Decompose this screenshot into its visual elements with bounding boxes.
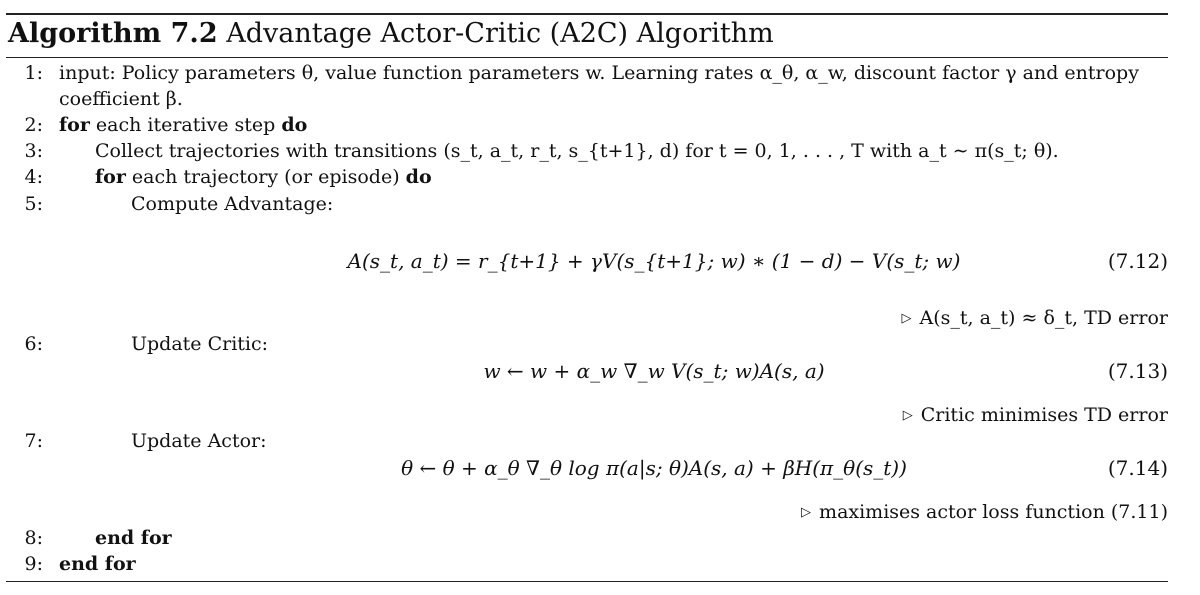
comment-triangle-icon: ▷ xyxy=(901,311,912,326)
comment-7-12 xyxy=(901,305,1168,331)
keyword: do xyxy=(281,114,308,136)
line-text: Compute Advantage: xyxy=(131,193,334,215)
equation-7-12 xyxy=(0,247,1168,275)
keyword: end for xyxy=(59,553,136,575)
keyword: end for xyxy=(95,527,172,549)
equation-number: (7.12) xyxy=(1107,249,1168,273)
line-text xyxy=(95,164,432,190)
line-text: Collect trajectories with transitions (s_t, a_t, r_t, s_{t+1}, d) for t = 0, 1, . . . , T with a_t ∼ π(s_t; θ). xyxy=(95,140,1059,162)
line-number: 7: xyxy=(24,430,43,452)
line-text: Update Critic: xyxy=(131,333,269,355)
line-text: input: Policy parameters θ, value function parameters w. Learning rates α_θ, α_w, discount factor γ and entropy xyxy=(59,62,1139,84)
line-body: each trajectory (or episode) xyxy=(131,166,400,188)
equation-formula: θ ← θ + α_θ ∇_θ log π(a|s; θ)A(s, a) + βH(π_θ(s_t)) xyxy=(401,456,907,480)
comment-7-14 xyxy=(801,499,1168,525)
line-number: 5: xyxy=(24,193,43,215)
keyword: for xyxy=(95,166,126,188)
algo-line-9 xyxy=(0,551,1168,577)
line-text: Update Actor: xyxy=(131,430,267,452)
comment-7-13 xyxy=(903,402,1168,428)
comment-triangle-icon: ▷ xyxy=(902,408,913,423)
line-number: 1: xyxy=(24,62,43,84)
title-rule xyxy=(6,57,1168,58)
comment-triangle-icon: ▷ xyxy=(801,505,812,520)
line-number: 4: xyxy=(24,166,43,188)
equation-number: (7.13) xyxy=(1107,359,1168,383)
line-text xyxy=(59,112,307,138)
line-number: 3: xyxy=(24,140,43,162)
algo-line-6 xyxy=(0,331,1168,357)
comment-text: maximises actor loss function (7.11) xyxy=(819,501,1168,523)
line-number: 8: xyxy=(24,527,43,549)
keyword: do xyxy=(405,166,432,188)
algo-line-3 xyxy=(0,138,1168,164)
top-rule xyxy=(6,13,1168,15)
line-number: 6: xyxy=(24,333,43,355)
equation-7-13 xyxy=(0,357,1168,385)
line-body: each iterative step xyxy=(95,114,276,136)
algo-line-2 xyxy=(0,112,1168,138)
algorithm-name: Advantage Actor-Critic (A2C) Algorithm xyxy=(226,18,774,49)
equation-number: (7.14) xyxy=(1107,456,1168,480)
algo-line-7 xyxy=(0,428,1168,454)
algorithm-title xyxy=(8,16,774,52)
algo-line-1 xyxy=(0,60,1168,86)
algo-line-5 xyxy=(0,191,1168,217)
algo-line-1-cont xyxy=(0,86,1168,112)
bottom-rule xyxy=(6,581,1168,582)
algo-line-8 xyxy=(0,525,1168,551)
algorithm-label: Algorithm 7.2 xyxy=(8,18,218,49)
line-number: 9: xyxy=(24,553,43,575)
keyword: for xyxy=(59,114,90,136)
equation-formula: w ← w + α_w ∇_w V(s_t; w)A(s, a) xyxy=(483,359,825,383)
comment-text: A(s_t, a_t) ≈ δ_t, TD error xyxy=(919,307,1168,329)
line-number: 2: xyxy=(24,114,43,136)
equation-7-14 xyxy=(0,454,1168,482)
equation-formula: A(s_t, a_t) = r_{t+1} + γV(s_{t+1}; w) ∗ (1 − d) − V(s_t; w) xyxy=(347,249,961,273)
comment-text: Critic minimises TD error xyxy=(920,404,1168,426)
algo-line-4 xyxy=(0,164,1168,190)
line-text: coefficient β. xyxy=(59,88,183,110)
